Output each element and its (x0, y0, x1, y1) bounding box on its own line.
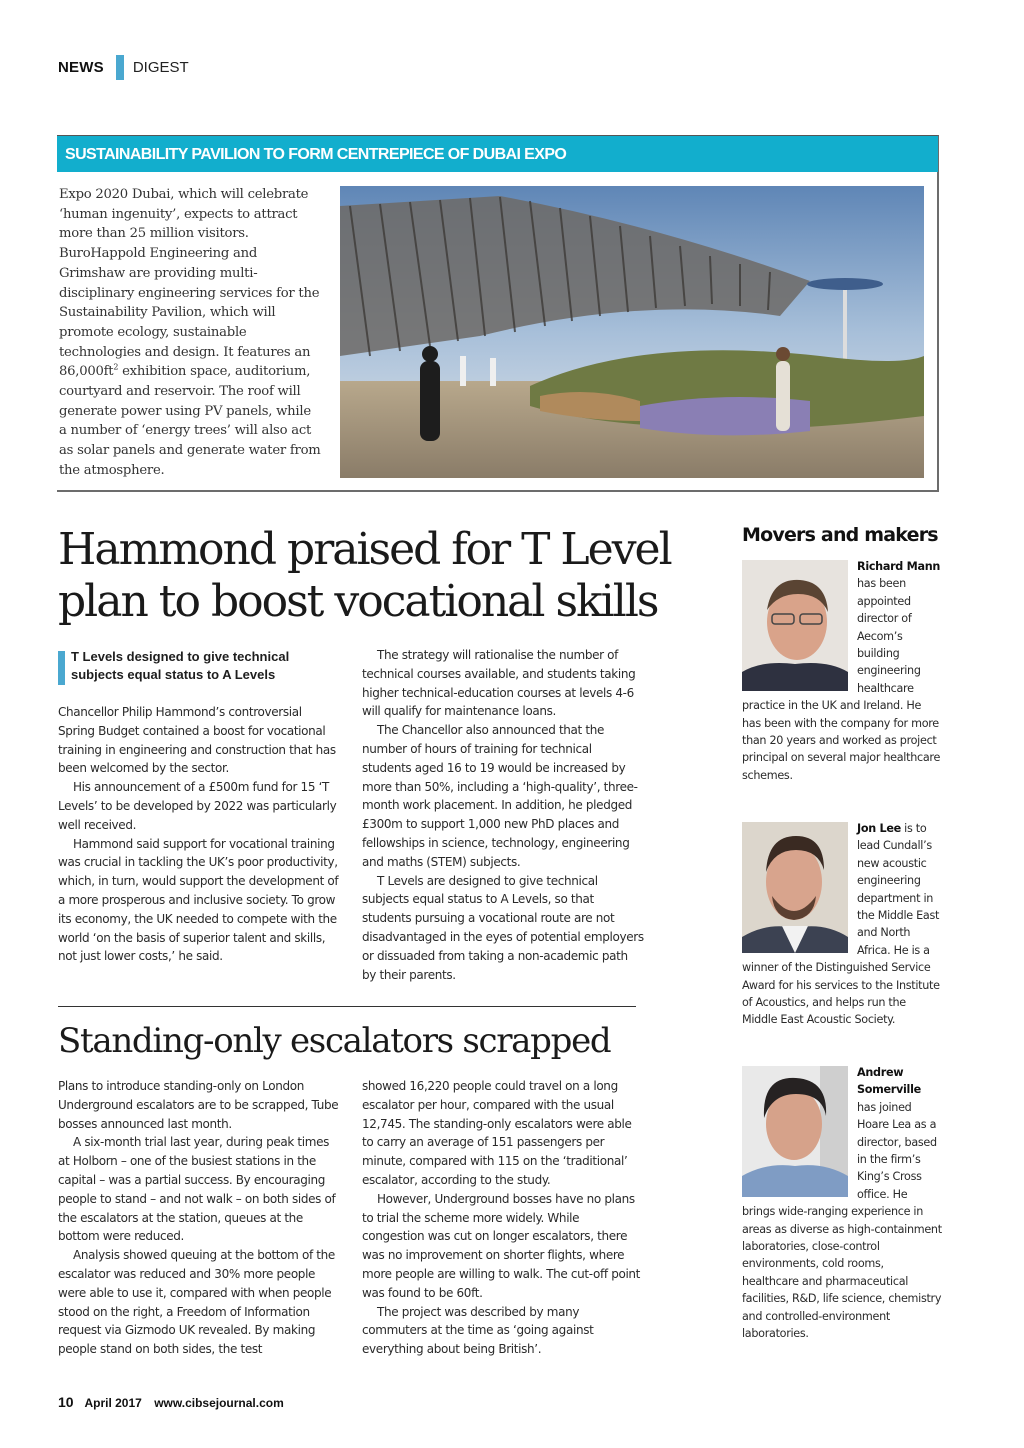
pavilion-image (340, 186, 924, 478)
article1-paragraph: The strategy will rationalise the number of technical courses available, and students taking higher technical-education courses at levels 4-6 will qualify for maintenance loans. (362, 648, 636, 719)
article1-headline-line1: Hammond praised for T Level (58, 524, 671, 575)
article2-paragraph: The project was described by many commuters at the time as ‘going against everything about being British’. (362, 1304, 594, 1357)
section-accent-bar (116, 55, 124, 80)
mover-entry (742, 558, 942, 784)
portrait-icon (742, 1066, 848, 1197)
portrait-icon (742, 822, 848, 953)
article2-paragraph: showed 16,220 people could travel on a long escalator per hour, compared with the usual 12,745. The standing-only escalators were able to carry an average of 151 passengers per minute, compared with 115 on the ‘traditional’ escalator, according to the study. (362, 1079, 632, 1187)
page-number: 10 (58, 1394, 74, 1410)
mover-description: is to lead Cundall’s new acoustic engineering department in the Middle East and North Africa. He is a winner of the Distinguished Service Award for his services to the Institute of Acoustics, and helps run the Middle East Acoustic Society. (742, 822, 940, 1027)
mover-name: Richard Mann (857, 560, 941, 573)
mover-photo (742, 822, 848, 953)
article1-headline-line2: plan to boost vocational skills (58, 576, 658, 627)
article2-column-1 (58, 1077, 340, 1359)
mover-entry (742, 1064, 942, 1343)
page-footer (58, 1394, 284, 1410)
feature-text (59, 185, 321, 481)
feature-text-part1: Expo 2020 Dubai, which will celebrate ‘human ingenuity’, expects to attract more than 25 million visitors. BuroHappold Engineering and Grimshaw are providing multi-disciplinary engineering services for the Sustainability Pavilion, which will promote ecology, sustainable technologies and design. It features an 86,000ft (59, 187, 320, 380)
article2-paragraph: Plans to introduce standing-only on London Underground escalators are to be scrapped, Tube bosses announced last month. (58, 1079, 339, 1131)
pavilion-illustration (340, 186, 924, 478)
mover-name: Andrew Somerville (857, 1066, 921, 1097)
movers-title: Movers and makers (742, 524, 938, 546)
website-link[interactable]: www.cibsejournal.com (154, 1396, 284, 1410)
section-header (58, 56, 189, 78)
article1-column-1 (58, 703, 340, 966)
article-divider (58, 1006, 636, 1007)
portrait-icon (742, 560, 848, 691)
article1-paragraph: The Chancellor also announced that the number of hours of training for technical students aged 16 to 19 would be increased by more than 50%, including a ‘high-quality’, three-month work placement. In addition, he pledged £300m to support 1,000 new PhD places and fellowships in science, technology, engineering and maths (STEM) subjects. (362, 723, 638, 869)
subsection-label: DIGEST (132, 58, 189, 76)
feature-text-part2: exhibition space, auditorium, courtyard and reservoir. The roof will generate power using PV panels, while a number of ‘energy trees’ will also act as solar panels and generate water from the atmosphere. (59, 364, 321, 478)
feature-title: SUSTAINABILITY PAVILION TO FORM CENTREPIECE OF DUBAI EXPO (57, 136, 938, 172)
article1-standfirst (58, 648, 318, 684)
article2-paragraph: A six-month trial last year, during peak times at Holborn – one of the busiest stations in the capital – was a partial success. By encouraging people to stand – and not walk – on both sides of the escalators at the station, queues at the bottom were reduced. (58, 1135, 336, 1244)
article1-headline (58, 524, 678, 628)
mover-description: has joined Hoare Lea as a director, based in the firm’s King’s Cross office. He brings wide-ranging experience in areas as diverse as high-containment laboratories, close-control environments, cold rooms, healthcare and pharmaceutical facilities, R&D, life science, chemistry and controlled-environment laboratories. (742, 1100, 942, 1341)
article2-paragraph: Analysis showed queuing at the bottom of the escalator was reduced and 30% more people were able to use it, compared with when people stood on the right, a Freedom of Information request via Gizmodo UK revealed. By making people stand on both sides, the test (58, 1248, 335, 1357)
issue-date: April 2017 (84, 1396, 142, 1410)
article1-paragraph: Hammond said support for vocational training was crucial in tackling the UK’s poor productivity, which, in turn, would support the development of a more prosperous and inclusive society. To grow its economy, the UK needed to compete with the world ‘on the basis of superior talent and skills, not just lower costs,’ he said. (58, 836, 339, 964)
article1-standfirst-text: T Levels designed to give technical subjects equal status to A Levels (71, 649, 290, 682)
standfirst-accent-bar (58, 651, 65, 685)
article2-paragraph: However, Underground bosses have no plans to trial the scheme more widely. While congestion was cut on longer escalators, there was no improvement on shorter flights, where more people are willing to walk. The cut-off point was found to be 60ft. (362, 1191, 641, 1300)
feature-text-superscript: 2 (113, 362, 119, 372)
mover-description: has been appointed director of Aecom’s building engineering healthcare practice in the UK and Ireland. He has been with the company for more than 20 years and worked as project principal on several major healthcare schemes. (742, 577, 941, 782)
article1-column-2 (362, 646, 644, 984)
mover-photo (742, 560, 848, 691)
article1-paragraph: T Levels are designed to give technical subjects equal status to A Levels, so that students pursuing a vocational route are not disadvantaged in the eyes of potential employers or dissuaded from taking a non-academic path by their parents. (362, 873, 644, 982)
section-label: NEWS (58, 58, 104, 76)
mover-entry (742, 820, 942, 1029)
feature-box (57, 135, 939, 492)
article2-headline: Standing-only escalators scrapped (58, 1021, 611, 1061)
mover-photo (742, 1066, 848, 1197)
article2-column-2 (362, 1077, 644, 1359)
article1-paragraph: His announcement of a £500m fund for 15 ‘T Levels’ to be developed by 2022 was particularly well received. (58, 780, 337, 832)
article1-paragraph: Chancellor Philip Hammond’s controversial Spring Budget contained a boost for vocational training in engineering and construction that has been welcomed by the sector. (58, 705, 336, 776)
mover-name: Jon Lee (857, 822, 901, 835)
